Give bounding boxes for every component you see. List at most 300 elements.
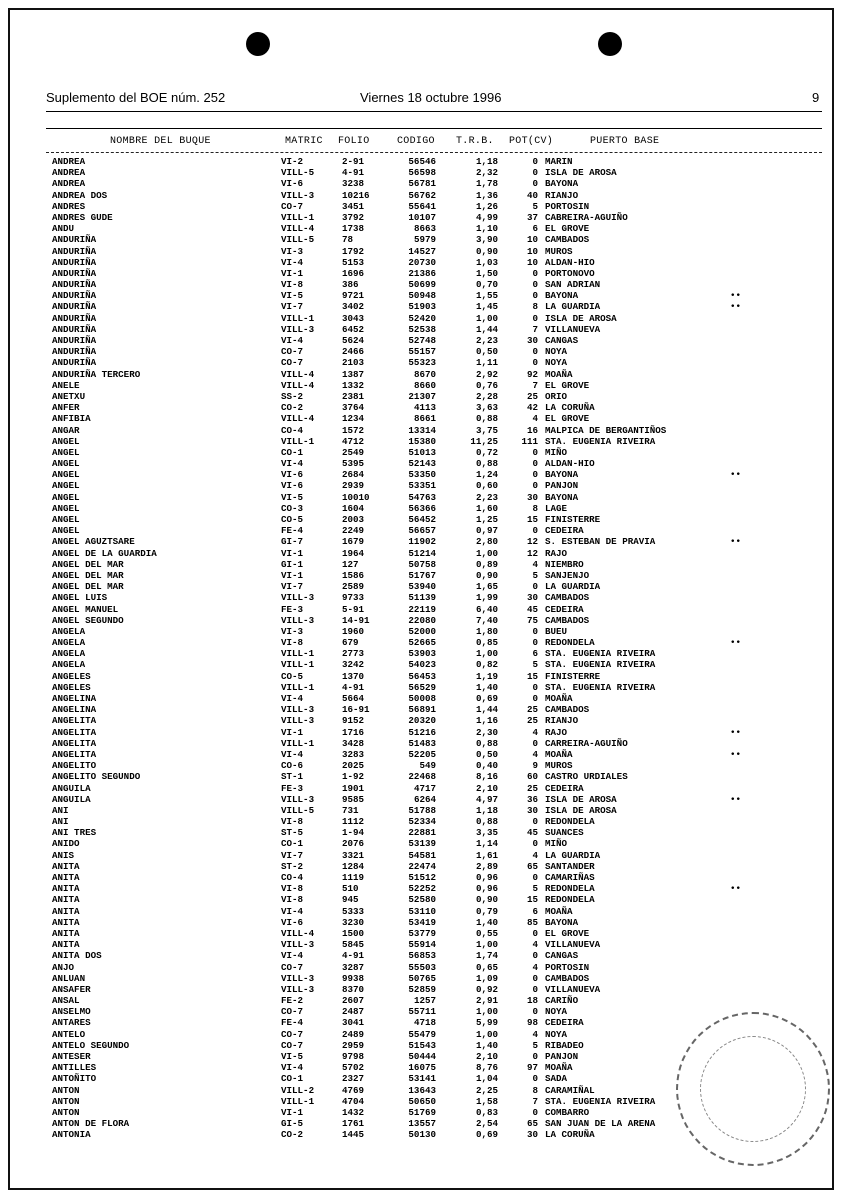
potencia: 30 bbox=[526, 804, 538, 816]
matricula: VI-4 bbox=[281, 693, 304, 704]
folio: 1445 bbox=[342, 1129, 365, 1141]
codigo: 8661 bbox=[413, 413, 436, 425]
col-header-folio: FOLIO bbox=[338, 136, 370, 147]
folio: 1964 bbox=[342, 547, 365, 559]
potencia: 36 bbox=[526, 793, 538, 805]
potencia: 0 bbox=[532, 950, 538, 962]
note-mark: •• bbox=[730, 536, 742, 548]
note-mark: •• bbox=[730, 883, 742, 895]
folio: 3451 bbox=[342, 200, 365, 212]
codigo: 8660 bbox=[413, 379, 436, 391]
matricula: VI-8 bbox=[281, 637, 304, 649]
trb: 1,61 bbox=[475, 849, 498, 861]
puerto-base: MOAÑA bbox=[545, 368, 573, 380]
folio: 10010 bbox=[342, 491, 370, 503]
folio: 386 bbox=[342, 279, 359, 291]
matricula: CO-4 bbox=[281, 424, 304, 436]
potencia: 16 bbox=[526, 424, 538, 436]
codigo: 56453 bbox=[408, 670, 436, 682]
codigo: 56781 bbox=[408, 178, 436, 190]
potencia: 5 bbox=[532, 200, 538, 212]
trb: 1,50 bbox=[475, 267, 498, 279]
folio: 127 bbox=[342, 558, 359, 570]
matricula: VI-8 bbox=[281, 883, 304, 895]
potencia: 0 bbox=[532, 267, 538, 279]
matricula: ST-5 bbox=[281, 827, 304, 839]
vessel-name: ANITA bbox=[52, 883, 80, 895]
col-header-matric: MATRIC bbox=[285, 136, 323, 147]
puerto-base: CAMBADOS bbox=[545, 614, 590, 626]
table-row bbox=[0, 357, 848, 368]
vessel-name: ANDREA bbox=[52, 167, 86, 179]
potencia: 4 bbox=[532, 726, 538, 738]
codigo: 50948 bbox=[408, 290, 436, 302]
matricula: FE-3 bbox=[281, 603, 304, 615]
trb: 2,10 bbox=[475, 1051, 498, 1062]
table-row bbox=[0, 581, 848, 592]
vessel-name: ANGELES bbox=[52, 681, 91, 693]
matricula: FE-4 bbox=[281, 525, 304, 537]
col-header-name: NOMBRE DEL BUQUE bbox=[110, 136, 211, 147]
table-row bbox=[0, 425, 848, 436]
matricula: CO-4 bbox=[281, 872, 304, 883]
folio: 1901 bbox=[342, 782, 365, 794]
matricula: CO-7 bbox=[281, 1028, 304, 1040]
potencia: 65 bbox=[526, 1118, 538, 1130]
matricula: FE-2 bbox=[281, 995, 304, 1007]
folio: 3242 bbox=[342, 659, 365, 671]
vessel-name: ANDURIÑA bbox=[52, 256, 97, 268]
folio: 6452 bbox=[342, 323, 365, 335]
table-row bbox=[0, 290, 848, 301]
trb: 1,55 bbox=[475, 290, 498, 302]
trb: 0,92 bbox=[475, 983, 498, 995]
table-row bbox=[0, 872, 848, 883]
matricula: VI-4 bbox=[281, 1062, 304, 1074]
table-row bbox=[0, 850, 848, 861]
trb: 2,91 bbox=[475, 995, 498, 1007]
codigo: 51214 bbox=[408, 547, 436, 559]
trb: 1,18 bbox=[475, 156, 498, 167]
folio: 2607 bbox=[342, 995, 365, 1007]
puerto-base: S. ESTEBAN DE PRAVIA bbox=[545, 536, 656, 548]
trb: 1,00 bbox=[475, 1028, 498, 1040]
vessel-name: ANDRES GUDE bbox=[52, 211, 113, 223]
codigo: 51769 bbox=[408, 1106, 436, 1118]
matricula: ST-1 bbox=[281, 771, 304, 783]
trb: 0,90 bbox=[475, 569, 498, 581]
codigo: 52665 bbox=[408, 637, 436, 649]
vessel-name: ANGEL DE LA GUARDIA bbox=[52, 547, 157, 559]
potencia: 5 bbox=[532, 569, 538, 581]
puerto-base: BUEU bbox=[545, 625, 568, 637]
potencia: 0 bbox=[532, 681, 538, 693]
puerto-base: MALPICA DE BERGANTIÑOS bbox=[545, 424, 667, 436]
puerto-base: STA. EUGENIA RIVEIRA bbox=[545, 1095, 656, 1107]
codigo: 52538 bbox=[408, 323, 436, 335]
trb: 1,03 bbox=[475, 256, 498, 268]
potencia: 4 bbox=[532, 961, 538, 973]
folio: 5702 bbox=[342, 1062, 365, 1074]
trb: 0,88 bbox=[475, 816, 498, 828]
puerto-base: MOAÑA bbox=[545, 693, 573, 704]
codigo: 51543 bbox=[408, 1039, 436, 1051]
vessel-name: ANGEL bbox=[52, 458, 80, 470]
vessel-name: ANGELITO SEGUNDO bbox=[52, 771, 141, 783]
table-row bbox=[0, 693, 848, 704]
table-row bbox=[0, 536, 848, 547]
puerto-base: ALDAN-HIO bbox=[545, 458, 595, 470]
codigo: 11902 bbox=[408, 536, 436, 548]
codigo: 56853 bbox=[408, 950, 436, 962]
table-row bbox=[0, 380, 848, 391]
vessel-name: ANGEL MANUEL bbox=[52, 603, 119, 615]
codigo: 56366 bbox=[408, 502, 436, 514]
codigo: 51013 bbox=[408, 446, 436, 458]
table-row bbox=[0, 335, 848, 346]
table-row bbox=[0, 201, 848, 212]
table-row bbox=[0, 626, 848, 637]
potencia: 0 bbox=[532, 480, 538, 492]
table-row bbox=[0, 212, 848, 223]
matricula: VI-8 bbox=[281, 894, 304, 906]
puerto-base: COMBARRO bbox=[545, 1106, 590, 1118]
matricula: VI-4 bbox=[281, 905, 304, 917]
puerto-base: CEDEIRA bbox=[545, 525, 584, 537]
col-header-trb: T.R.B. bbox=[456, 136, 494, 147]
folio: 3238 bbox=[342, 178, 365, 190]
vessel-name: ANDURIÑA bbox=[52, 335, 97, 346]
potencia: 42 bbox=[526, 402, 538, 414]
puerto-base: NOYA bbox=[545, 357, 568, 369]
vessel-name: ANTONIA bbox=[52, 1129, 91, 1141]
trb: 0,69 bbox=[475, 693, 498, 704]
matricula: VI-4 bbox=[281, 256, 304, 268]
puerto-base: EL GROVE bbox=[545, 927, 590, 939]
vessel-name: ANGEL bbox=[52, 502, 80, 514]
table-row bbox=[0, 559, 848, 570]
vessel-name: ANDURIÑA bbox=[52, 301, 97, 313]
folio: 2025 bbox=[342, 760, 365, 772]
matricula: VI-5 bbox=[281, 1051, 304, 1062]
matricula: GI-7 bbox=[281, 536, 304, 548]
potencia: 7 bbox=[532, 323, 538, 335]
potencia: 0 bbox=[532, 357, 538, 369]
vessel-name: ANJO bbox=[52, 961, 75, 973]
folio: 1792 bbox=[342, 245, 365, 257]
vessel-name: ANGEL SEGUNDO bbox=[52, 614, 124, 626]
potencia: 0 bbox=[532, 637, 538, 649]
potencia: 10 bbox=[526, 234, 538, 246]
matricula: VI-5 bbox=[281, 290, 304, 302]
folio: 4-91 bbox=[342, 950, 365, 962]
matricula: CO-7 bbox=[281, 1006, 304, 1018]
folio: 2327 bbox=[342, 1073, 365, 1085]
trb: 1,74 bbox=[475, 950, 498, 962]
vessel-name: ANFIBIA bbox=[52, 413, 91, 425]
vessel-name: ANGEL bbox=[52, 514, 80, 525]
note-mark: •• bbox=[730, 301, 742, 313]
codigo: 53903 bbox=[408, 648, 436, 660]
note-mark: •• bbox=[730, 290, 742, 302]
codigo: 56657 bbox=[408, 525, 436, 537]
trb: 0,96 bbox=[475, 872, 498, 883]
table-row bbox=[0, 727, 848, 738]
puerto-base: MUROS bbox=[545, 760, 573, 772]
puerto-base: VILLANUEVA bbox=[545, 983, 601, 995]
vessel-name: ANGELA bbox=[52, 648, 86, 660]
puerto-base: LA GUARDIA bbox=[545, 849, 601, 861]
table-row bbox=[0, 637, 848, 648]
puerto-base: VILLANUEVA bbox=[545, 939, 601, 951]
trb: 0,79 bbox=[475, 905, 498, 917]
trb: 2,89 bbox=[475, 860, 498, 872]
trb: 8,16 bbox=[475, 771, 498, 783]
folio: 3230 bbox=[342, 916, 365, 928]
table-row bbox=[0, 469, 848, 480]
table-row bbox=[0, 190, 848, 201]
publication-title: Suplemento del BOE núm. 252 bbox=[46, 90, 226, 105]
trb: 1,78 bbox=[475, 178, 498, 190]
codigo: 51512 bbox=[408, 872, 436, 883]
folio: 3287 bbox=[342, 961, 365, 973]
potencia: 0 bbox=[532, 581, 538, 593]
matricula: CO-5 bbox=[281, 670, 304, 682]
matricula: VILL-1 bbox=[281, 435, 315, 447]
table-row bbox=[0, 939, 848, 950]
folio: 1234 bbox=[342, 413, 365, 425]
folio: 9721 bbox=[342, 290, 365, 302]
table-row bbox=[0, 324, 848, 335]
trb: 1,44 bbox=[475, 323, 498, 335]
trb: 2,10 bbox=[475, 782, 498, 794]
codigo: 52859 bbox=[408, 983, 436, 995]
vessel-name: ANGELA bbox=[52, 625, 86, 637]
puerto-base: STA. EUGENIA RIVEIRA bbox=[545, 659, 656, 671]
matricula: VILL-1 bbox=[281, 1095, 315, 1107]
puerto-base: FINISTERRE bbox=[545, 514, 601, 525]
codigo: 22468 bbox=[408, 771, 436, 783]
matricula: VILL-3 bbox=[281, 715, 315, 727]
folio: 4-91 bbox=[342, 681, 365, 693]
vessel-name: ANDURIÑA bbox=[52, 290, 97, 302]
matricula: CO-6 bbox=[281, 760, 304, 772]
puerto-base: FINISTERRE bbox=[545, 670, 601, 682]
vessel-name: ANTON bbox=[52, 1084, 80, 1096]
puerto-base: SAN JUAN DE LA ARENA bbox=[545, 1118, 656, 1130]
puerto-base: MOAÑA bbox=[545, 748, 573, 760]
matricula: FE-4 bbox=[281, 1017, 304, 1029]
matricula: FE-3 bbox=[281, 782, 304, 794]
puerto-base: BAYONA bbox=[545, 469, 579, 481]
trb: 1,00 bbox=[475, 1006, 498, 1018]
puerto-base: CARIÑO bbox=[545, 995, 579, 1007]
matricula: CO-1 bbox=[281, 1073, 304, 1085]
table-row bbox=[0, 492, 848, 503]
codigo: 52143 bbox=[408, 458, 436, 470]
vessel-name: ANGEL DEL MAR bbox=[52, 569, 124, 581]
potencia: 0 bbox=[532, 1073, 538, 1085]
folio: 9733 bbox=[342, 592, 365, 604]
vessel-name: ANGEL bbox=[52, 469, 80, 481]
matricula: GI-5 bbox=[281, 1118, 304, 1130]
potencia: 98 bbox=[526, 1017, 538, 1029]
matricula: VILL-1 bbox=[281, 659, 315, 671]
vessel-name: ANELE bbox=[52, 379, 80, 391]
puerto-base: MOAÑA bbox=[545, 905, 573, 917]
puerto-base: LA GUARDIA bbox=[545, 581, 601, 593]
potencia: 15 bbox=[526, 670, 538, 682]
table-row bbox=[0, 771, 848, 782]
trb: 3,90 bbox=[475, 234, 498, 246]
folio: 14-91 bbox=[342, 614, 370, 626]
puerto-base: PORTOSIN bbox=[545, 961, 590, 973]
potencia: 8 bbox=[532, 1084, 538, 1096]
folio: 2589 bbox=[342, 581, 365, 593]
folio: 3283 bbox=[342, 748, 365, 760]
table-row bbox=[0, 402, 848, 413]
codigo: 14527 bbox=[408, 245, 436, 257]
codigo: 56891 bbox=[408, 704, 436, 716]
potencia: 65 bbox=[526, 860, 538, 872]
potencia: 0 bbox=[532, 983, 538, 995]
trb: 1,26 bbox=[475, 200, 498, 212]
vessel-name: ANGELITA bbox=[52, 737, 97, 749]
codigo: 51216 bbox=[408, 726, 436, 738]
table-row bbox=[0, 436, 848, 447]
vessel-name: ANITA bbox=[52, 927, 80, 939]
codigo: 50444 bbox=[408, 1051, 436, 1062]
folio: 1738 bbox=[342, 223, 365, 235]
codigo: 52252 bbox=[408, 883, 436, 895]
vessel-name: ANTON bbox=[52, 1106, 80, 1118]
table-top-rule bbox=[46, 128, 822, 129]
puerto-base: CAMARIÑAS bbox=[545, 872, 595, 883]
matricula: VI-1 bbox=[281, 569, 304, 581]
codigo: 8670 bbox=[413, 368, 436, 380]
vessel-name: ANGEL bbox=[52, 435, 80, 447]
codigo: 10107 bbox=[408, 211, 436, 223]
matricula: CO-1 bbox=[281, 446, 304, 458]
matricula: VILL-3 bbox=[281, 189, 315, 201]
matricula: VILL-3 bbox=[281, 983, 315, 995]
matricula: ST-2 bbox=[281, 860, 304, 872]
vessel-name: ANITA bbox=[52, 860, 80, 872]
potencia: 30 bbox=[526, 335, 538, 346]
folio: 510 bbox=[342, 883, 359, 895]
potencia: 8 bbox=[532, 301, 538, 313]
codigo: 55503 bbox=[408, 961, 436, 973]
table-row bbox=[0, 738, 848, 749]
table-row bbox=[0, 234, 848, 245]
matricula: VILL-4 bbox=[281, 927, 315, 939]
potencia: 25 bbox=[526, 390, 538, 402]
vessel-name: ANDREA DOS bbox=[52, 189, 108, 201]
matricula: VILL-3 bbox=[281, 793, 315, 805]
potencia: 6 bbox=[532, 223, 538, 235]
folio: 1387 bbox=[342, 368, 365, 380]
puerto-base: RIBADEO bbox=[545, 1039, 584, 1051]
table-row bbox=[0, 984, 848, 995]
table-row bbox=[0, 1006, 848, 1017]
codigo: 56598 bbox=[408, 167, 436, 179]
vessel-name: ANIDO bbox=[52, 838, 80, 850]
potencia: 75 bbox=[526, 614, 538, 626]
trb: 0,83 bbox=[475, 1106, 498, 1118]
trb: 4,99 bbox=[475, 211, 498, 223]
matricula: VI-1 bbox=[281, 726, 304, 738]
codigo: 52580 bbox=[408, 894, 436, 906]
potencia: 10 bbox=[526, 256, 538, 268]
puerto-base: ALDAN-HIO bbox=[545, 256, 595, 268]
trb: 0,50 bbox=[475, 346, 498, 358]
codigo: 52205 bbox=[408, 748, 436, 760]
table-row bbox=[0, 838, 848, 849]
puerto-base: CEDEIRA bbox=[545, 1017, 584, 1029]
matricula: VI-3 bbox=[281, 245, 304, 257]
puerto-base: NOYA bbox=[545, 1006, 568, 1018]
folio: 78 bbox=[342, 234, 354, 246]
potencia: 0 bbox=[532, 167, 538, 179]
trb: 1,40 bbox=[475, 1039, 498, 1051]
table-row bbox=[0, 257, 848, 268]
trb: 0,72 bbox=[475, 446, 498, 458]
potencia: 92 bbox=[526, 368, 538, 380]
trb: 2,80 bbox=[475, 536, 498, 548]
table-row bbox=[0, 671, 848, 682]
matricula: VI-4 bbox=[281, 335, 304, 346]
matricula: CO-5 bbox=[281, 514, 304, 525]
folio: 1119 bbox=[342, 872, 365, 883]
potencia: 25 bbox=[526, 704, 538, 716]
matricula: VILL-5 bbox=[281, 167, 315, 179]
publication-date: Viernes 18 octubre 1996 bbox=[360, 90, 502, 105]
table-row bbox=[0, 615, 848, 626]
codigo: 15380 bbox=[408, 435, 436, 447]
codigo: 50650 bbox=[408, 1095, 436, 1107]
potencia: 40 bbox=[526, 189, 538, 201]
puerto-base: CAMBADOS bbox=[545, 592, 590, 604]
codigo: 4717 bbox=[413, 782, 436, 794]
trb: 3,35 bbox=[475, 827, 498, 839]
codigo: 50758 bbox=[408, 558, 436, 570]
codigo: 54763 bbox=[408, 491, 436, 503]
folio: 9798 bbox=[342, 1051, 365, 1062]
trb: 1,45 bbox=[475, 301, 498, 313]
folio: 1679 bbox=[342, 536, 365, 548]
folio: 9585 bbox=[342, 793, 365, 805]
puerto-base: LA CORUÑA bbox=[545, 1129, 595, 1141]
potencia: 6 bbox=[532, 648, 538, 660]
table-row bbox=[0, 928, 848, 939]
folio: 2-91 bbox=[342, 156, 365, 167]
potencia: 0 bbox=[532, 525, 538, 537]
folio: 3321 bbox=[342, 849, 365, 861]
folio: 10216 bbox=[342, 189, 370, 201]
folio: 2076 bbox=[342, 838, 365, 850]
puerto-base: REDONDELA bbox=[545, 637, 595, 649]
vessel-name: ANGUILA bbox=[52, 793, 91, 805]
folio: 679 bbox=[342, 637, 359, 649]
potencia: 0 bbox=[532, 972, 538, 984]
trb: 1,16 bbox=[475, 715, 498, 727]
potencia: 4 bbox=[532, 1028, 538, 1040]
matricula: VILL-1 bbox=[281, 681, 315, 693]
trb: 0,70 bbox=[475, 279, 498, 291]
trb: 6,40 bbox=[475, 603, 498, 615]
folio: 5624 bbox=[342, 335, 365, 346]
puerto-base: SADA bbox=[545, 1073, 568, 1085]
